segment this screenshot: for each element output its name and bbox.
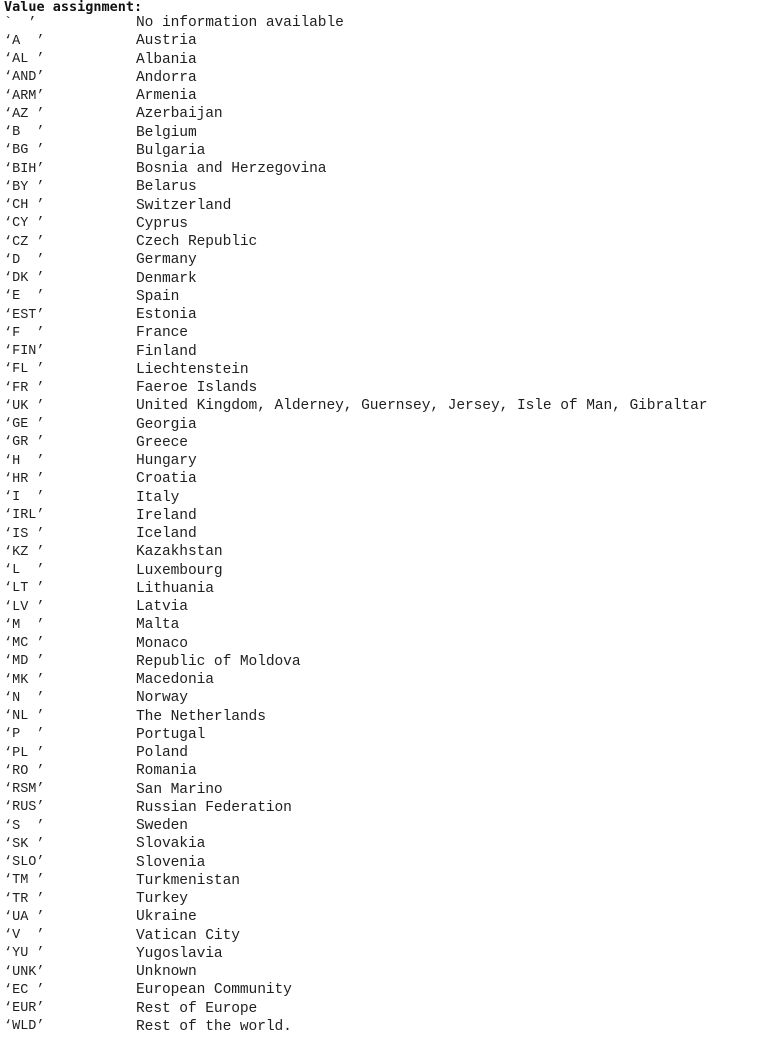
list-item: [4, 1000, 768, 1018]
list-item: [4, 288, 768, 306]
list-item: [4, 69, 768, 87]
country-code: ‘SK ’: [4, 836, 45, 852]
list-item: [4, 324, 768, 342]
country-name: Yugoslavia: [136, 945, 223, 962]
country-name: Rest of the world.: [136, 1018, 292, 1035]
country-code: ‘MK ’: [4, 672, 45, 688]
list-item: [4, 51, 768, 69]
country-code: ‘S ’: [4, 818, 45, 834]
country-code: ‘YU ’: [4, 946, 45, 962]
list-item: [4, 854, 768, 872]
country-name: Spain: [136, 288, 180, 305]
list-item: [4, 142, 768, 160]
country-code: ‘N ’: [4, 690, 45, 706]
country-name: Turkmenistan: [136, 872, 240, 889]
country-code: ‘L ’: [4, 563, 45, 579]
country-code: ‘MD ’: [4, 654, 45, 670]
country-code: ‘CZ ’: [4, 234, 45, 250]
country-name: Unknown: [136, 964, 197, 981]
country-code: ‘RSM’: [4, 782, 45, 798]
country-name: Greece: [136, 434, 188, 451]
list-item: [4, 927, 768, 945]
country-name: Republic of Moldova: [136, 653, 301, 670]
list-item: [4, 343, 768, 361]
country-code: ‘NL ’: [4, 709, 45, 725]
country-code: ‘IS ’: [4, 526, 45, 542]
country-code: ‘IRL’: [4, 508, 45, 524]
list-item: [4, 434, 768, 452]
country-code: ‘UNK’: [4, 964, 45, 980]
list-item: [4, 598, 768, 616]
country-name: Bulgaria: [136, 142, 206, 159]
list-item: [4, 981, 768, 999]
country-code: ‘BY ’: [4, 179, 45, 195]
country-name: Kazakhstan: [136, 544, 223, 561]
list-item: [4, 32, 768, 50]
country-name: Sweden: [136, 818, 188, 835]
list-item: [4, 233, 768, 251]
list-item: [4, 452, 768, 470]
list-item: [4, 726, 768, 744]
country-name: No information available: [136, 15, 344, 32]
list-item: [4, 14, 768, 32]
list-item: [4, 251, 768, 269]
country-code: ‘EUR’: [4, 1001, 45, 1017]
country-name: Belgium: [136, 124, 197, 141]
list-item: [4, 762, 768, 780]
list-item: [4, 1018, 768, 1036]
list-item: [4, 708, 768, 726]
country-name: Czech Republic: [136, 234, 258, 251]
country-code: ‘ARM’: [4, 88, 45, 104]
country-code: ‘M ’: [4, 617, 45, 633]
list-item: [4, 178, 768, 196]
country-code: ‘FL ’: [4, 362, 45, 378]
list-item: [4, 835, 768, 853]
country-code: ‘LV ’: [4, 599, 45, 615]
country-name: Azerbaijan: [136, 106, 223, 123]
list-item: [4, 689, 768, 707]
country-name: Macedonia: [136, 672, 214, 689]
country-code: ‘AZ ’: [4, 106, 45, 122]
country-code: ‘BG ’: [4, 143, 45, 159]
country-code: ‘CH ’: [4, 198, 45, 214]
list-item: [4, 87, 768, 105]
country-code: ‘FIN’: [4, 344, 45, 360]
country-code: ‘H ’: [4, 453, 45, 469]
country-code: ‘AND’: [4, 70, 45, 86]
list-item: [4, 270, 768, 288]
list-item: [4, 890, 768, 908]
country-name: Belarus: [136, 179, 197, 196]
country-name: Finland: [136, 343, 197, 360]
country-code: ‘E ’: [4, 289, 45, 305]
list-item: [4, 616, 768, 634]
list-item: [4, 963, 768, 981]
list-item: [4, 562, 768, 580]
list-item: [4, 361, 768, 379]
country-code: ‘B ’: [4, 125, 45, 141]
list-item: [4, 653, 768, 671]
country-code: ‘TR ’: [4, 891, 45, 907]
country-name: Italy: [136, 489, 180, 506]
list-item: [4, 160, 768, 178]
list-item: [4, 799, 768, 817]
country-name: Switzerland: [136, 197, 232, 214]
list-item: [4, 744, 768, 762]
country-name: The Netherlands: [136, 708, 266, 725]
list-item: [4, 124, 768, 142]
country-code: ‘F ’: [4, 325, 45, 341]
country-code: ‘MC ’: [4, 636, 45, 652]
list-item: [4, 817, 768, 835]
country-name: Ukraine: [136, 909, 197, 926]
country-code: ‘GE ’: [4, 417, 45, 433]
country-name: Rest of Europe: [136, 1000, 258, 1017]
country-name: France: [136, 325, 188, 342]
country-name: Austria: [136, 33, 197, 50]
list-item: [4, 781, 768, 799]
country-name: Slovakia: [136, 836, 206, 853]
country-code: ‘LT ’: [4, 581, 45, 597]
country-name: Hungary: [136, 453, 197, 470]
country-name: Denmark: [136, 270, 197, 287]
country-name: Croatia: [136, 471, 197, 488]
country-name: Slovenia: [136, 854, 206, 871]
country-code: ‘EC ’: [4, 982, 45, 998]
country-name: Vatican City: [136, 927, 240, 944]
country-code: ‘V ’: [4, 928, 45, 944]
country-name: European Community: [136, 982, 292, 999]
country-name: Liechtenstein: [136, 361, 249, 378]
list-item: [4, 543, 768, 561]
country-code: ‘AL ’: [4, 52, 45, 68]
country-code: ‘WLD’: [4, 1019, 45, 1035]
country-code: ‘PL ’: [4, 745, 45, 761]
country-name: San Marino: [136, 781, 223, 798]
country-code: ‘DK ’: [4, 271, 45, 287]
list-item: [4, 397, 768, 415]
country-code: ‘RO ’: [4, 763, 45, 779]
country-name: United Kingdom, Alderney, Guernsey, Jersey, Isle of Man, Gibraltar: [136, 398, 708, 415]
country-name: Norway: [136, 690, 188, 707]
country-code: ‘CY ’: [4, 216, 45, 232]
list-item: [4, 470, 768, 488]
country-name: Estonia: [136, 307, 197, 324]
country-code: ‘FR ’: [4, 380, 45, 396]
country-name: Romania: [136, 763, 197, 780]
list-item: [4, 507, 768, 525]
country-name: Bosnia and Herzegovina: [136, 161, 327, 178]
country-code: ` ’: [4, 15, 37, 31]
country-name: Georgia: [136, 416, 197, 433]
list-item: [4, 525, 768, 543]
country-name: Andorra: [136, 69, 197, 86]
country-code: ‘I ’: [4, 490, 45, 506]
country-name: Albania: [136, 51, 197, 68]
country-code: ‘P ’: [4, 727, 45, 743]
country-name: Germany: [136, 252, 197, 269]
country-code: ‘D ’: [4, 252, 45, 268]
list-item: [4, 215, 768, 233]
list-item: [4, 945, 768, 963]
country-name: Lithuania: [136, 580, 214, 597]
value-assignment-list: [4, 14, 768, 1036]
list-item: [4, 580, 768, 598]
value-assignment-document: [4, 0, 768, 1036]
country-code: ‘TM ’: [4, 873, 45, 889]
country-code: ‘HR ’: [4, 471, 45, 487]
country-code: ‘GR ’: [4, 435, 45, 451]
country-name: Russian Federation: [136, 799, 292, 816]
country-code: ‘A ’: [4, 33, 45, 49]
country-name: Armenia: [136, 88, 197, 105]
country-code: ‘UA ’: [4, 909, 45, 925]
country-code: ‘RUS’: [4, 800, 45, 816]
list-item: [4, 635, 768, 653]
list-item: [4, 197, 768, 215]
country-code: ‘UK ’: [4, 398, 45, 414]
list-item: [4, 379, 768, 397]
list-item: [4, 489, 768, 507]
country-name: Ireland: [136, 507, 197, 524]
list-item: [4, 105, 768, 123]
list-item: [4, 306, 768, 324]
country-name: Malta: [136, 617, 180, 634]
country-code: ‘KZ ’: [4, 544, 45, 560]
country-name: Portugal: [136, 726, 206, 743]
list-item: [4, 908, 768, 926]
country-name: Luxembourg: [136, 562, 223, 579]
country-name: Poland: [136, 745, 188, 762]
country-code: ‘BIH’: [4, 161, 45, 177]
country-name: Faeroe Islands: [136, 380, 258, 397]
country-name: Iceland: [136, 526, 197, 543]
country-name: Monaco: [136, 635, 188, 652]
country-name: Latvia: [136, 599, 188, 616]
country-name: Cyprus: [136, 215, 188, 232]
country-code: ‘SLO’: [4, 855, 45, 871]
list-item: [4, 416, 768, 434]
country-name: Turkey: [136, 891, 188, 908]
list-item: [4, 671, 768, 689]
list-item: [4, 872, 768, 890]
section-heading: Value assignment:: [4, 0, 143, 15]
country-code: ‘EST’: [4, 307, 45, 323]
